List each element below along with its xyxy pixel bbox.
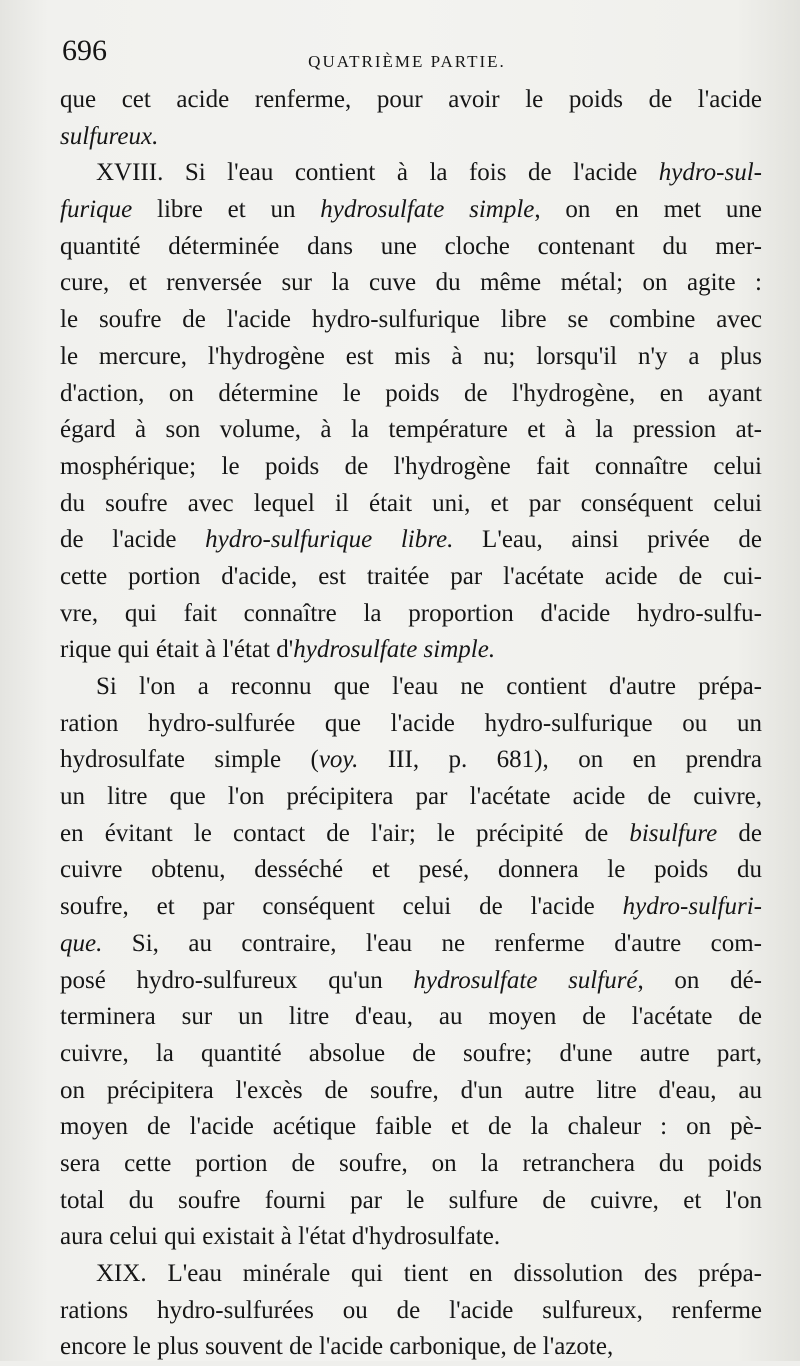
text-segment: soufre, et par conséquent celui de l'acide — [60, 893, 623, 921]
text-segment: Si l'on a reconnu que l'eau ne contient d'autre prépa- — [96, 673, 762, 700]
text-line — [60, 779, 762, 816]
text-line — [60, 926, 762, 963]
text-line — [60, 229, 762, 266]
text-segment: III, p. 681), on en prendra — [358, 746, 762, 774]
text-segment: L'eau, ainsi privée de — [453, 526, 763, 554]
text-line — [60, 1293, 762, 1330]
italic-text: hydrosulfate simple — [320, 196, 535, 224]
italic-text: hydrosulfate simple. — [293, 636, 496, 664]
text-line — [60, 963, 762, 1000]
text-segment: le soufre de l'acide hydro-sulfurique libre se combine avec — [60, 306, 762, 334]
text-line — [60, 376, 762, 413]
text-line — [60, 632, 762, 669]
text-line — [60, 119, 762, 156]
italic-text: bisulfure — [629, 819, 718, 847]
italic-text: sulfureux. — [60, 122, 159, 150]
text-line — [60, 302, 762, 339]
text-line — [60, 1219, 762, 1256]
italic-text: hydro-sul- — [658, 159, 762, 187]
text-line — [60, 82, 762, 119]
text-line — [60, 852, 762, 889]
text-segment: ration hydro-sulfurée que l'acide hydro-sulfurique ou un — [60, 709, 762, 737]
running-head: QUATRIÈME PARTIE. — [308, 52, 506, 71]
text-segment: libre et un — [132, 196, 321, 224]
italic-text: hydro-sulfurique libre. — [205, 526, 454, 554]
text-segment: sera cette portion de soufre, on la retranchera du poids — [60, 1149, 762, 1177]
text-segment: XVIII. Si l'eau contient à la fois de l'acide — [96, 159, 659, 187]
text-line — [60, 155, 762, 192]
text-segment: total du soufre fourni par le sulfure de cuivre, et l'on — [60, 1186, 762, 1214]
text-segment: que cet acide renferme, pour avoir le poids de l'acide — [60, 86, 762, 113]
text-line — [60, 559, 762, 596]
text-line — [60, 1183, 762, 1220]
italic-text: furique — [60, 196, 133, 224]
text-segment: , on dé- — [637, 966, 763, 994]
italic-text: hydro-sulfuri- — [622, 893, 762, 921]
text-line — [60, 486, 762, 523]
body-text — [60, 82, 762, 1366]
text-segment: de — [717, 819, 762, 847]
text-segment: cure, et renversée sur la cuve du même métal; on agite : — [60, 269, 762, 297]
text-segment: rations hydro-sulfurées ou de l'acide sulfureux, renferme — [60, 1296, 762, 1324]
text-segment: terminera sur un litre d'eau, au moyen de l'acétate de — [60, 1003, 762, 1031]
text-line — [60, 742, 762, 779]
text-segment: moyen de l'acide acétique faible et de la chaleur : on pè- — [60, 1113, 762, 1141]
text-line — [60, 522, 762, 559]
text-segment: XIX. L'eau minérale qui tient en dissolution des prépa- — [96, 1260, 762, 1287]
text-line — [60, 412, 762, 449]
page-number: 696 — [62, 34, 107, 67]
text-segment: Si, au contraire, l'eau ne renferme d'autre com- — [102, 929, 762, 957]
text-line — [60, 816, 762, 853]
text-segment: rique qui était à l'état d' — [60, 636, 294, 664]
text-segment: cuivre obtenu, desséché et pesé, donnera le poids du — [60, 856, 762, 884]
text-line — [60, 1109, 762, 1146]
text-segment: quantité déterminée dans une cloche contenant du mer- — [60, 232, 762, 260]
text-segment: hydrosulfate simple ( — [60, 746, 319, 774]
text-line — [60, 1146, 762, 1183]
italic-text: voy. — [318, 746, 359, 774]
text-line — [60, 1256, 762, 1293]
text-segment: un litre que l'on précipitera par l'acétate acide de cuivre, — [60, 783, 762, 811]
italic-text: que. — [60, 929, 103, 957]
text-line — [60, 339, 762, 376]
text-segment: en évitant le contact de l'air; le précipité de — [60, 819, 630, 847]
text-line — [60, 1073, 762, 1110]
text-segment: on précipitera l'excès de soufre, d'un autre litre d'eau, au — [60, 1076, 762, 1104]
text-segment: posé hydro-sulfureux qu'un — [60, 966, 414, 994]
text-segment: d'action, on détermine le poids de l'hydrogène, en ayant — [60, 379, 762, 407]
text-line — [60, 669, 762, 706]
text-segment: le mercure, l'hydrogène est mis à nu; lorsqu'il n'y a plus — [60, 342, 762, 370]
text-segment: cette portion d'acide, est traitée par l'acétate acide de cui- — [60, 562, 762, 590]
text-line — [60, 449, 762, 486]
text-segment: aura celui qui existait à l'état d'hydrosulfate. — [60, 1223, 501, 1251]
text-segment: cuivre, la quantité absolue de soufre; d'une autre part, — [60, 1039, 762, 1067]
text-line — [60, 706, 762, 743]
text-segment: égard à son volume, à la température et à la pression at- — [60, 416, 762, 444]
text-line — [60, 192, 762, 229]
text-segment: de l'acide — [60, 526, 206, 554]
text-line — [60, 596, 762, 633]
text-line — [60, 265, 762, 302]
text-line — [60, 999, 762, 1036]
text-line — [60, 889, 762, 926]
text-segment: encore le plus souvent de l'acide carbonique, de l'azote, — [60, 1333, 614, 1361]
text-segment: vre, qui fait connaître la proportion d'acide hydro-sulfu- — [60, 599, 762, 627]
text-segment: mosphérique; le poids de l'hydrogène fait connaître celui — [60, 452, 762, 480]
page-header — [62, 34, 752, 74]
italic-text: hydrosulfate sulfuré — [413, 966, 638, 994]
text-segment: , on en met une — [534, 196, 762, 224]
text-line — [60, 1036, 762, 1073]
text-segment: du soufre avec lequel il était uni, et par conséquent celui — [60, 489, 762, 517]
